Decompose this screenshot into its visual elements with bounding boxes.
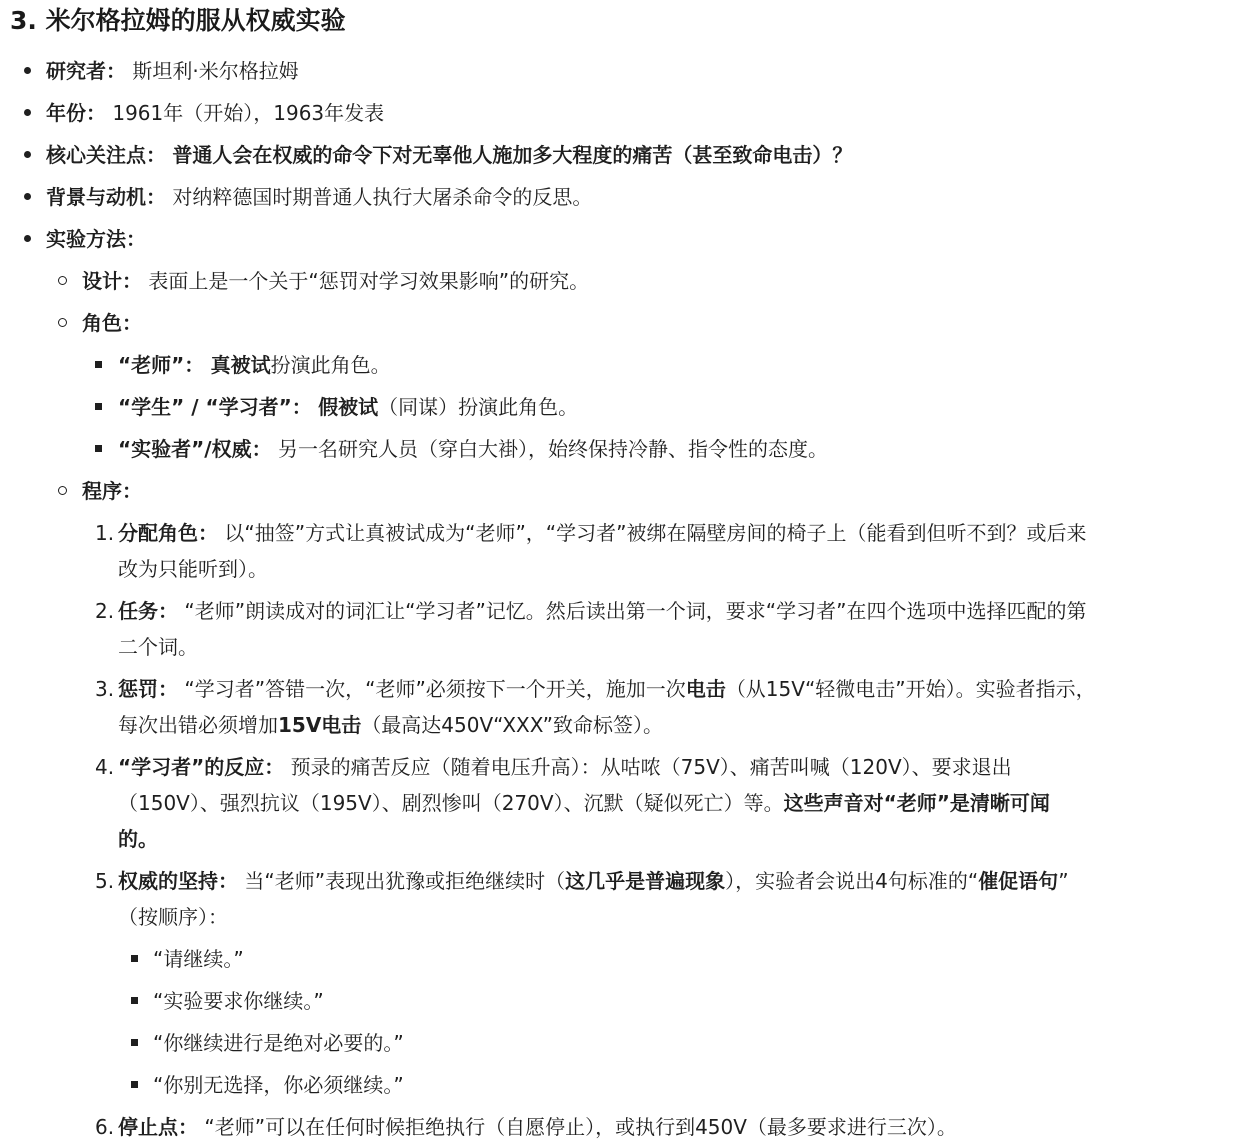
step-1-text-cont: 改为只能听到）。 xyxy=(118,557,268,581)
step-number: 1. xyxy=(95,521,115,545)
list-item-roles xyxy=(82,305,142,341)
step-5-line-2 xyxy=(118,899,228,935)
core-question-label: 核心关注点： xyxy=(46,143,166,167)
section-title: 3. 米尔格拉姆的服从权威实验 xyxy=(10,6,346,35)
step-5-text-e: ” xyxy=(1058,869,1069,893)
list-item-role-learner xyxy=(118,389,578,425)
step-4-line-1 xyxy=(118,749,1012,785)
step-5-text-cont: （按顺序）： xyxy=(118,905,228,929)
role-experimenter-label: “实验者”/权威： xyxy=(118,437,272,461)
step-6-text: “老师”可以在任何时候拒绝执行（自愿停止），或执行到450V（最多要求进行三次）。 xyxy=(204,1115,957,1139)
researcher-label: 研究者： xyxy=(46,59,126,83)
step-3-text-b: 电击 xyxy=(685,677,726,701)
step-2-line-2 xyxy=(118,629,198,665)
list-item-background xyxy=(46,179,592,215)
roles-label: 角色： xyxy=(82,311,142,335)
step-number: 4. xyxy=(95,755,115,779)
list-item-core-question xyxy=(46,137,852,173)
role-learner-value: （同谋）扮演此角色。 xyxy=(378,395,579,419)
step-1-label: 分配角色： xyxy=(118,521,218,545)
role-experimenter-value: 另一名研究人员（穿白大褂），始终保持冷静、指令性的态度。 xyxy=(277,437,828,461)
year-label: 年份： xyxy=(46,101,106,125)
step-3-text-d: 每次出错必须增加 xyxy=(118,713,278,737)
step-1-line-2 xyxy=(118,551,268,587)
step-6-label: 停止点： xyxy=(118,1115,198,1139)
bullet-square xyxy=(131,997,138,1004)
method-label: 实验方法： xyxy=(46,227,146,251)
background-value: 对纳粹德国时期普通人执行大屠杀命令的反思。 xyxy=(172,185,593,209)
step-4-text-cont: （150V）、强烈抗议（195V）、剧烈惨叫（270V）、沉默（疑似死亡）等。 xyxy=(118,791,784,815)
bullet-circle xyxy=(58,276,67,285)
list-item-method xyxy=(46,221,146,257)
step-4-text-bold: 这些声音对“老师”是清晰可闻 xyxy=(783,791,1050,815)
role-teacher-bold: 真被试 xyxy=(210,353,271,377)
role-learner-label: “学生” / “学习者”： xyxy=(118,395,312,419)
list-item-procedure xyxy=(82,473,142,509)
step-2-text: “老师”朗读成对的词汇让“学习者”记忆。然后读出第一个词，要求“学习者”在四个选项中选择匹配的第 xyxy=(184,599,1087,623)
bullet-dot xyxy=(24,67,31,74)
step-3-line-1 xyxy=(118,671,1096,707)
role-learner-bold: 假被试 xyxy=(318,395,379,419)
bullet-square xyxy=(131,1039,138,1046)
bullet-circle xyxy=(58,318,67,327)
role-teacher-value: 扮演此角色。 xyxy=(270,353,391,377)
step-number: 5. xyxy=(95,869,115,893)
step-4-text-end: 的。 xyxy=(118,827,158,851)
list-item-design xyxy=(82,263,589,299)
step-3-line-2 xyxy=(118,707,663,743)
bullet-circle xyxy=(58,486,67,495)
prod-item: “你别无选择，你必须继续。” xyxy=(153,1073,404,1097)
step-5-text-c: ），实验者会说出4句标准的“ xyxy=(725,869,979,893)
step-1-text: 以“抽签”方式让真被试成为“老师”，“学习者”被绑在隔壁房间的椅子上（能看到但听不到？或后来 xyxy=(224,521,1087,545)
core-question-value: 普通人会在权威的命令下对无辜他人施加多大程度的痛苦（甚至致命电击）？ xyxy=(172,143,853,167)
step-3-text-c: （从15V“轻微电击”开始）。实验者指示， xyxy=(725,677,1096,701)
design-value: 表面上是一个关于“惩罚对学习效果影响”的研究。 xyxy=(148,269,590,293)
step-3-text-f: （最高达450V“XXX”致命标签）。 xyxy=(361,713,664,737)
step-2-text-cont: 二个词。 xyxy=(118,635,198,659)
bullet-dot xyxy=(24,109,31,116)
step-2-label: 任务： xyxy=(118,599,178,623)
bullet-dot xyxy=(24,151,31,158)
researcher-value: 斯坦利·米尔格拉姆 xyxy=(132,59,299,83)
list-item-researcher xyxy=(46,53,299,89)
bullet-square xyxy=(95,403,102,410)
step-5-label: 权威的坚持： xyxy=(118,869,238,893)
bullet-dot xyxy=(24,235,31,242)
step-5-text-b: 这几乎是普遍现象 xyxy=(565,869,726,893)
bullet-square xyxy=(95,361,102,368)
list-item-year xyxy=(46,95,384,131)
prod-item: “你继续进行是绝对必要的。” xyxy=(153,1031,404,1055)
step-4-line-3 xyxy=(118,821,158,857)
prod-item: “请继续。” xyxy=(153,947,244,971)
step-3-text-e: 15V电击 xyxy=(278,713,362,737)
step-number: 3. xyxy=(95,677,115,701)
step-5-text-a: 当“老师”表现出犹豫或拒绝继续时（ xyxy=(244,869,566,893)
step-4-label: “学习者”的反应： xyxy=(118,755,285,779)
year-value: 1961年（开始），1963年发表 xyxy=(112,101,385,125)
step-4-line-2 xyxy=(118,785,1050,821)
step-5-line-1 xyxy=(118,863,1069,899)
step-2-line-1 xyxy=(118,593,1087,629)
bullet-square xyxy=(95,445,102,452)
bullet-dot xyxy=(24,193,31,200)
background-label: 背景与动机： xyxy=(46,185,166,209)
step-number: 2. xyxy=(95,599,115,623)
step-3-text-a: “学习者”答错一次，“老师”必须按下一个开关，施加一次 xyxy=(184,677,686,701)
step-4-text: 预录的痛苦反应（随着电压升高）：从咕哝（75V）、痛苦叫喊（120V）、要求退出 xyxy=(290,755,1012,779)
bullet-square xyxy=(131,955,138,962)
design-label: 设计： xyxy=(82,269,142,293)
list-item-role-experimenter xyxy=(118,431,828,467)
bullet-square xyxy=(131,1081,138,1088)
step-3-label: 惩罚： xyxy=(118,677,178,701)
step-6-line-1 xyxy=(118,1109,957,1145)
step-5-text-d: 催促语句 xyxy=(978,869,1059,893)
role-teacher-label: “老师”： xyxy=(118,353,205,377)
step-number: 6. xyxy=(95,1115,115,1139)
procedure-label: 程序： xyxy=(82,479,142,503)
step-1-line-1 xyxy=(118,515,1087,551)
prod-item: “实验要求你继续。” xyxy=(153,989,324,1013)
list-item-role-teacher xyxy=(118,347,391,383)
